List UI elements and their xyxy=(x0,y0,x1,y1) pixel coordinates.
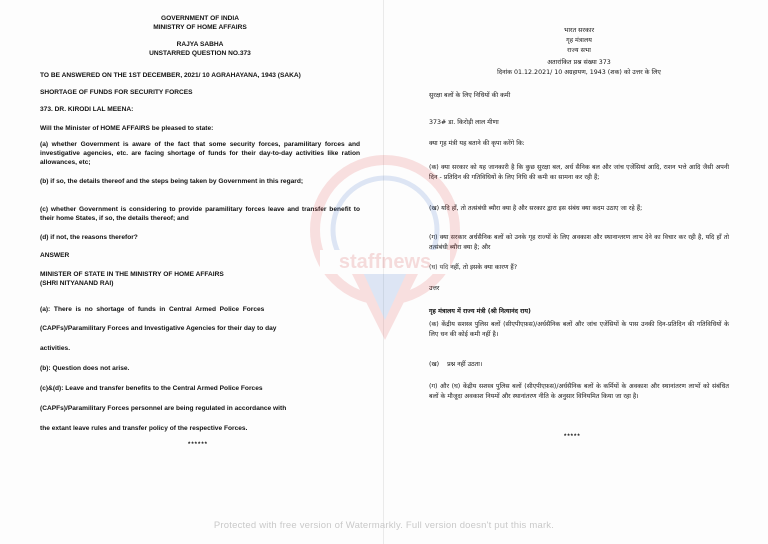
hindi-question-d: (घ) यदि नहीं, तो इसके क्या कारण हैं? xyxy=(429,264,518,271)
hindi-answer-b: (ख) प्रश्न नहीं उठता। xyxy=(429,361,483,368)
answer-a-line1: (a): There is no shortage of funds in Central Armed Police Forces xyxy=(40,306,265,313)
staffnews-watermark-logo xyxy=(300,150,470,350)
house-heading: RAJYA SABHA xyxy=(176,41,224,48)
answer-cd-line1: (c)&(d): Leave and transfer benefits to the Central Armed Police Forces xyxy=(40,385,263,392)
subject: SHORTAGE OF FUNDS FOR SECURITY FORCES xyxy=(40,89,193,96)
hindi-question-number: अतारांकित प्रश्न संख्या 373 xyxy=(547,59,611,66)
hindi-question-a: (क) क्या सरकार को यह जानकारी है कि कुछ सुरक्षा बल, अर्ध सैनिक बल और जांच एजेंसियां आदि, राशन भत्ते आदि जैसी अपनी दिन - प्रतिदिन की गतिविधियों के लिए निधि की कमी का सामना कर रही हैं; xyxy=(429,164,729,181)
hindi-question-b: (ख) यदि हाँ, तो तत्संबंधी ब्यौरा क्या है और सरकार द्वारा इस संबंध क्या कदम उठाए जा रहे हैं; xyxy=(429,205,643,212)
question-intro: Will the Minister of HOME AFFAIRS be pleased to state: xyxy=(40,125,214,132)
minister-title: MINISTER OF STATE IN THE MINISTRY OF HOME AFFAIRS xyxy=(40,271,224,278)
hindi-answer-a: (क) केंद्रीय सशस्त्र पुलिस बलों (सीएपीएफ़स)/अर्धसैनिक बलों और जांच एजेंसियों के पास उनकी दिन-प्रतिदिन की गतिविधियों के लिए धन की कोई कमी नहीं है। xyxy=(429,321,729,338)
question-b: (b) if so, the details thereof and the steps being taken by Government in this regard; xyxy=(40,178,304,185)
answer-a-line3: activities. xyxy=(40,345,71,352)
questioner: 373. DR. KIRODI LAL MEENA: xyxy=(40,106,134,113)
gov-heading: GOVERNMENT OF INDIA xyxy=(160,15,240,22)
hindi-question-c: (ग) क्या सरकार अर्धसैनिक बलों को उनके गृह राज्यों के लिए अवकाश और स्थानान्तरण लाभ देने का विचार कर रही है, यदि हाँ तो तत्संबंधी ब्यौरा क्या है; और xyxy=(429,234,729,251)
watermark-notice: Protected with free version of Watermarkly. Full version doesn't put this mark. xyxy=(213,520,555,531)
hindi-date: दिनांक 01.12.2021/ 10 अग्रहायण, 1943 (शक) को उत्तर के लिए xyxy=(497,69,661,76)
question-d: (d) if not, the reasons therefor? xyxy=(40,234,138,241)
question-number: UNSTARRED QUESTION NO.373 xyxy=(149,50,251,57)
ministry-heading: MINISTRY OF HOME AFFAIRS xyxy=(153,24,247,31)
answer-cd-line2: (CAPFs)/Paramilitary Forces personnel are being regulated in accordance with xyxy=(40,405,287,412)
hindi-end-marker: ***** xyxy=(564,434,581,440)
hindi-subject: सुरक्षा बलों के लिए निधियों की कमी xyxy=(429,92,511,99)
question-c: (c) whether Government is considering to provide paramilitary forces leave and transfer benefit to their home States, if so, the details thereof; and xyxy=(40,206,360,222)
answer-heading: ANSWER xyxy=(40,252,70,259)
hindi-question-intro: क्या गृह मंत्री यह बताने की कृपा करेंगे कि: xyxy=(429,140,525,147)
hindi-questioner: 373# डा. किरोड़ी लाल मीणा xyxy=(429,119,499,126)
question-a: (a) whether Government is aware of the fact that some security forces, paramilitary forces and investigative agencies, etc. are facing shortage of funds for their day-to-day activities like ration allowances, etc; xyxy=(40,141,360,166)
answer-b: (b): Question does not arise. xyxy=(40,365,130,372)
hindi-minister: गृह मंत्रालय में राज्य मंत्री (श्री नित्यानंद राय) xyxy=(429,308,531,315)
answer-date: TO BE ANSWERED ON THE 1ST DECEMBER, 2021/ 10 AGRAHAYANA, 1943 (SAKA) xyxy=(40,72,301,79)
answer-a-line2: (CAPFs)/Paramilitary Forces and Investigative Agencies for their day to day xyxy=(40,325,277,332)
hindi-gov-heading: भारत सरकार xyxy=(563,27,595,34)
watermark-logo-text: staffnews xyxy=(338,251,432,273)
hindi-answer-cd: (ग) और (घ) केंद्रीय सशस्त्र पुलिस बलों (सीएपीएफ़स)/अर्धसैनिक बलों के कर्मियों के अवकाश और स्थानांतरण लाभों को संबंधित बलों के मौजूदा अवकाश नियमों और स्थानांतरण नीति के अनुसार विनियमित किया जा रहा है। xyxy=(429,383,729,400)
end-marker: ****** xyxy=(188,442,209,448)
answer-cd-line3: the extant leave rules and transfer policy of the respective Forces. xyxy=(40,425,248,432)
hindi-house-heading: राज्य सभा xyxy=(567,47,591,54)
hindi-ministry-heading: गृह मंत्रालय xyxy=(566,37,592,44)
hindi-answer-heading: उत्तर xyxy=(429,285,440,292)
minister-name: (SHRI NITYANAND RAI) xyxy=(40,280,114,287)
